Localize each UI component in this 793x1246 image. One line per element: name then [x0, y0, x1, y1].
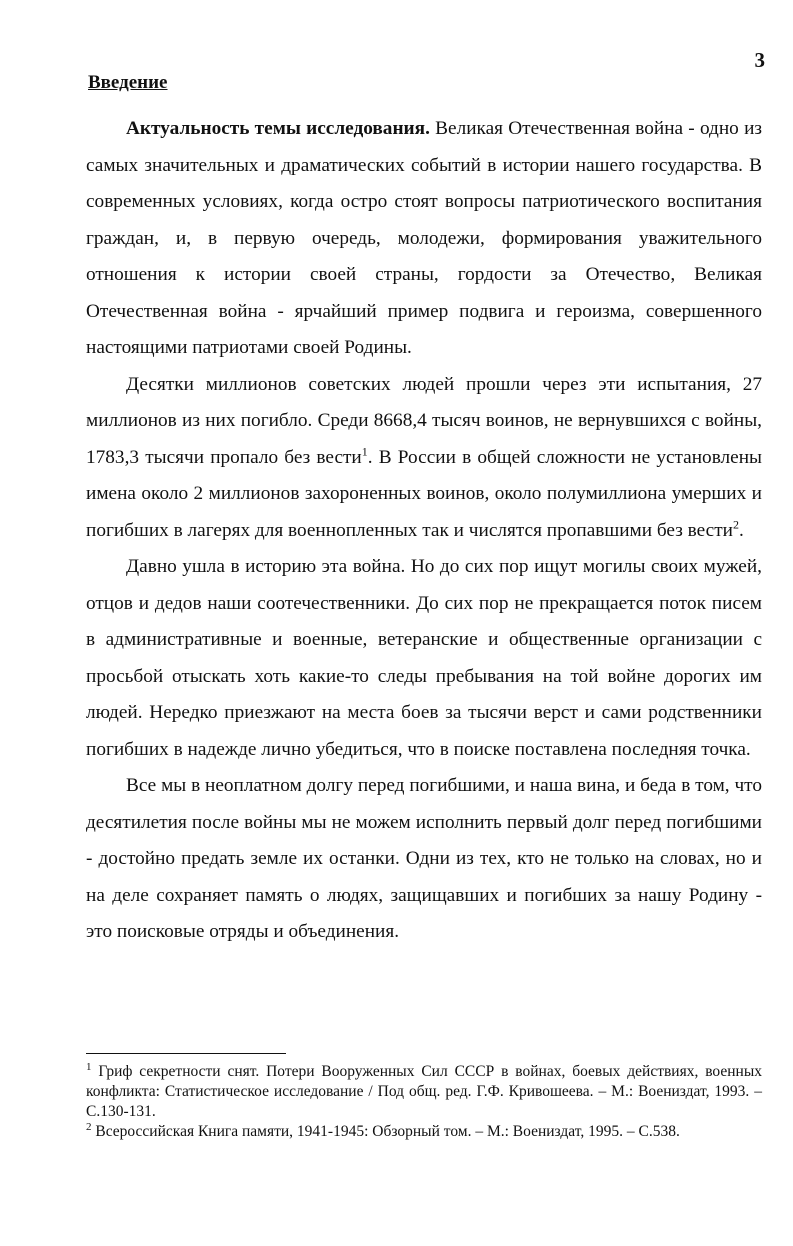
paragraph-text: . В России в общей сложности не установлены имена около 2 миллионов захороненных воинов, около полумиллиона умерших и погибших в лагерях для военнопленных так и числятся пропавшими без вести	[86, 446, 762, 541]
footnote-number: 1	[86, 1060, 92, 1073]
paragraph-relevance	[86, 111, 762, 367]
section-heading: Введение	[88, 72, 168, 93]
paragraph-text: Великая Отечественная война - одно из самых значительных и драматических событий в истории нашего государства. В современных условиях, когда остро стоят вопросы патриотического воспитания граждан, и, в первую очередь, молодежи, формирования уважительного отношения к истории своей страны, гордости за Отечество, Великая Отечественная война - ярчайший пример подвига и героизма, совершенного настоящими патриотами своей Родины.	[86, 118, 763, 358]
footnote-text: Гриф секретности снят. Потери Вооруженных Сил СССР в войнах, боевых действиях, военных конфликта: Статистическое исследование / Под общ. ред. Г.Ф. Кривошеева. – М.: Воениздат, 1993. – С.130-131.	[86, 1063, 762, 1120]
footnote-number: 2	[86, 1120, 92, 1133]
footnote-1	[86, 1062, 762, 1122]
paragraph-duty: Все мы в неоплатном долгу перед погибшими, и наша вина, и беда в том, что десятилетия после войны мы не можем исполнить первый долг перед погибшими - достойно предать земле их останки. Одни из тех, кто не только на словах, но и на деле сохраняет память о людях, защищавших и погибших за нашу Родину - это поисковые отряды и объединения.	[86, 775, 762, 942]
paragraph-search: Давно ушла в историю эта война. Но до сих пор ищут могилы своих мужей, отцов и дедов наши соотечественники. До сих пор не прекращается поток писем в административные и военные, ветеранские и общественные организации с просьбой отыскать хоть какие-то следы пребывания на той войне дорогих им людей. Нередко приезжают на места боев за тысячи верст и сами родственники погибших в надежде лично убедиться, что в поиске поставлена последняя точка.	[86, 556, 762, 760]
footnote-text: Всероссийская Книга памяти, 1941-1945: Обзорный том. – М.: Воениздат, 1995. – С.538.	[91, 1123, 680, 1140]
body-text	[86, 111, 762, 951]
paragraph-text: .	[739, 519, 744, 541]
paragraph-text: Десятки миллионов советских людей прошли через эти испытания, 27 миллионов из них погибло. Среди 8668,4 тысяч воинов, не вернувшихся с войны, 1783,3 тысячи пропало без вести	[86, 373, 762, 468]
paragraph-lead: Актуальность темы исследования.	[126, 118, 430, 139]
footnote-ref-1[interactable]: 1	[361, 444, 368, 459]
paragraph-losses	[86, 367, 762, 550]
footnote-ref-2[interactable]: 2	[733, 517, 739, 532]
page-number: 3	[754, 48, 765, 72]
footnote-2	[86, 1122, 762, 1142]
footnotes	[86, 1062, 762, 1142]
footnote-divider	[86, 1053, 286, 1054]
